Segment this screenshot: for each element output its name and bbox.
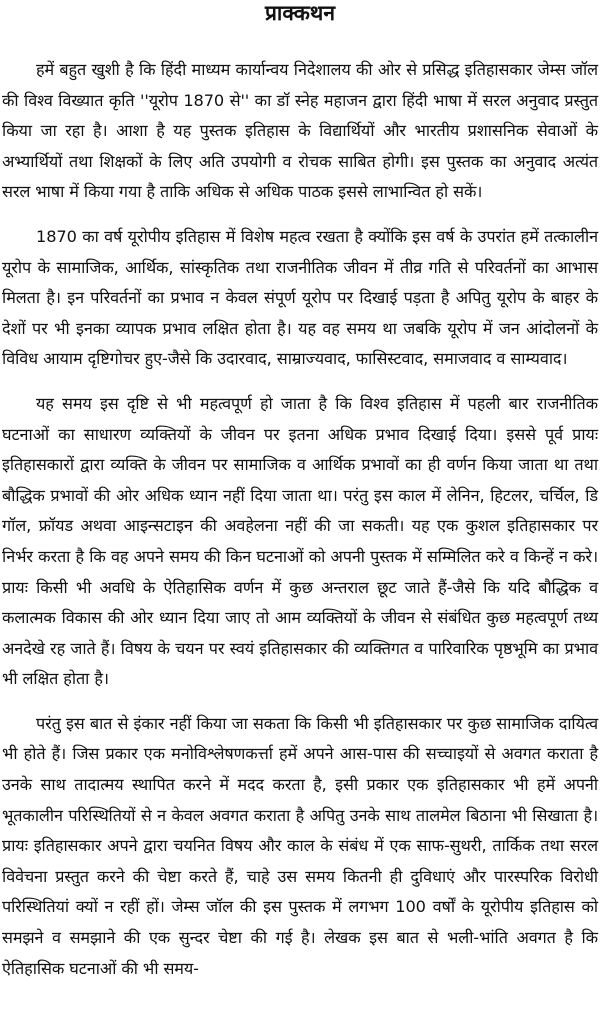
paragraph-intro: हमें बहुत खुशी है कि हिंदी माध्यम कार्यान्वय निदेशालय की ओर से प्रसिद्ध इतिहासकार जेम्स जॉल की विश्व विख्यात कृति ''यूरोप 1870 से'' का डॉ स्नेह महाजन द्वारा हिंदी भाषा में सरल अनुवाद प्रस्तुत किया जा रहा है। आशा है यह पुस्तक इतिहास के विद्यार्थियों और भारतीय प्रशासनिक सेवाओं के अभ्यार्थियों तथा शिक्षकों के लिए अति उपयोगी व रोचक साबित होगी। इस पुस्तक का अनुवाद अत्यंत सरल भाषा में किया गया है ताकि अधिक से अधिक पाठक इससे लाभान्वित हो सकें। bbox=[2, 60, 598, 202]
document-body bbox=[2, 55, 598, 984]
page-title: प्राक्कथन bbox=[264, 1, 336, 25]
paragraph-significance: यह समय इस दृष्टि से भी महत्वपूर्ण हो जाता है कि विश्व इतिहास में पहली बार राजनीतिक घटनाओं का साधारण व्यक्तियों के जीवन पर इतना अधिक प्रभाव दिखाई दिया। इससे पूर्व प्रायः इतिहासकारों द्वारा व्यक्ति के जीवन पर सामाजिक व आर्थिक प्रभावों का ही वर्णन किया जाता था तथा बौद्धिक प्रभावों की ओर अधिक ध्यान नहीं दिया जाता था। परंतु इस काल में लेनिन, हिटलर, चर्चिल, डि गॉल, फ्रॉयड अथवा आइन्सटाइन की अवहेलना नहीं की जा सकती। यह एक कुशल इतिहासकार पर निर्भर करता है कि वह अपने समय की किन घटनाओं को अपनी पुस्तक में सम्मिलित करे व किन्हें न करे। प्रायः किसी भी अवधि के ऐतिहासिक वर्णन में कुछ अन्तराल छूट जाते हैं-जैसे कि यदि बौद्धिक व कलात्मक विकास की ओर ध्यान दिया जाए तो आम व्यक्तियों के जीवन से संबंधित कुछ महत्वपूर्ण तथ्य अनदेखे रह जाते हैं। विषय के चयन पर स्वयं इतिहासकार की व्यक्तिगत व पारिवारिक पृष्ठभूमि का प्रभाव भी लक्षित होता है। bbox=[2, 393, 598, 689]
paragraph-historian-duty: परंतु इस बात से इंकार नहीं किया जा सकता कि किसी भी इतिहासकार पर कुछ सामाजिक दायित्व भी होते हैं। जिस प्रकार एक मनोविश्लेषणकर्त्ता हमें अपने आस-पास की सच्चाइयों से अवगत कराता है उनके साथ तादात्मय स्थापित करने में मदद करता है, इसी प्रकार एक इतिहासकार भी हमें अपनी भूतकालीन परिस्थितियों से न केवल अवगत कराता है अपितु उनके साथ तालमेल बिठाना भी सिखाता है। प्रायः इतिहासकार अपने द्वारा चयनित विषय और काल के संबंध में एक साफ-सुथरी, तार्किक तथा सरल विवेचना प्रस्तुत करने की चेष्टा करते हैं, चाहे उस समय कितनी ही दुविधाएं और पारस्परिक विरोधी परिस्थितियां क्यों न रहीं हों। जेम्स जॉल की इस पुस्तक में लगभग 100 वर्षों के यूरोपीय इतिहास को समझने व समझाने की एक सुन्दर चेष्टा की गई है। लेखक इस बात से भली-भांति अवगत है कि ऐतिहासिक घटनाओं की भी समय- bbox=[2, 713, 598, 978]
paragraph-1870: 1870 का वर्ष यूरोपीय इतिहास में विशेष महत्व रखता है क्योंकि इस वर्ष के उपरांत हमें तत्कालीन यूरोप के सामाजिक, आर्थिक, सांस्कृतिक तथा राजनीतिक जीवन में तीव्र गति से परिवर्तनों का आभास मिलता है। इन परिवर्तनों का प्रभाव न केवल संपूर्ण यूरोप पर दिखाई पड़ता है अपितु यूरोप के बाहर के देशों पर भी इनका व्यापक प्रभाव लक्षित होता है। यह वह समय था जबकि यूरोप में जन आंदोलनों के विविध आयाम दृष्टिगोचर हुए-जैसे कि उदारवाद, साम्राज्यवाद, फासिस्टवाद, समाजवाद व साम्यवाद। bbox=[2, 226, 598, 369]
